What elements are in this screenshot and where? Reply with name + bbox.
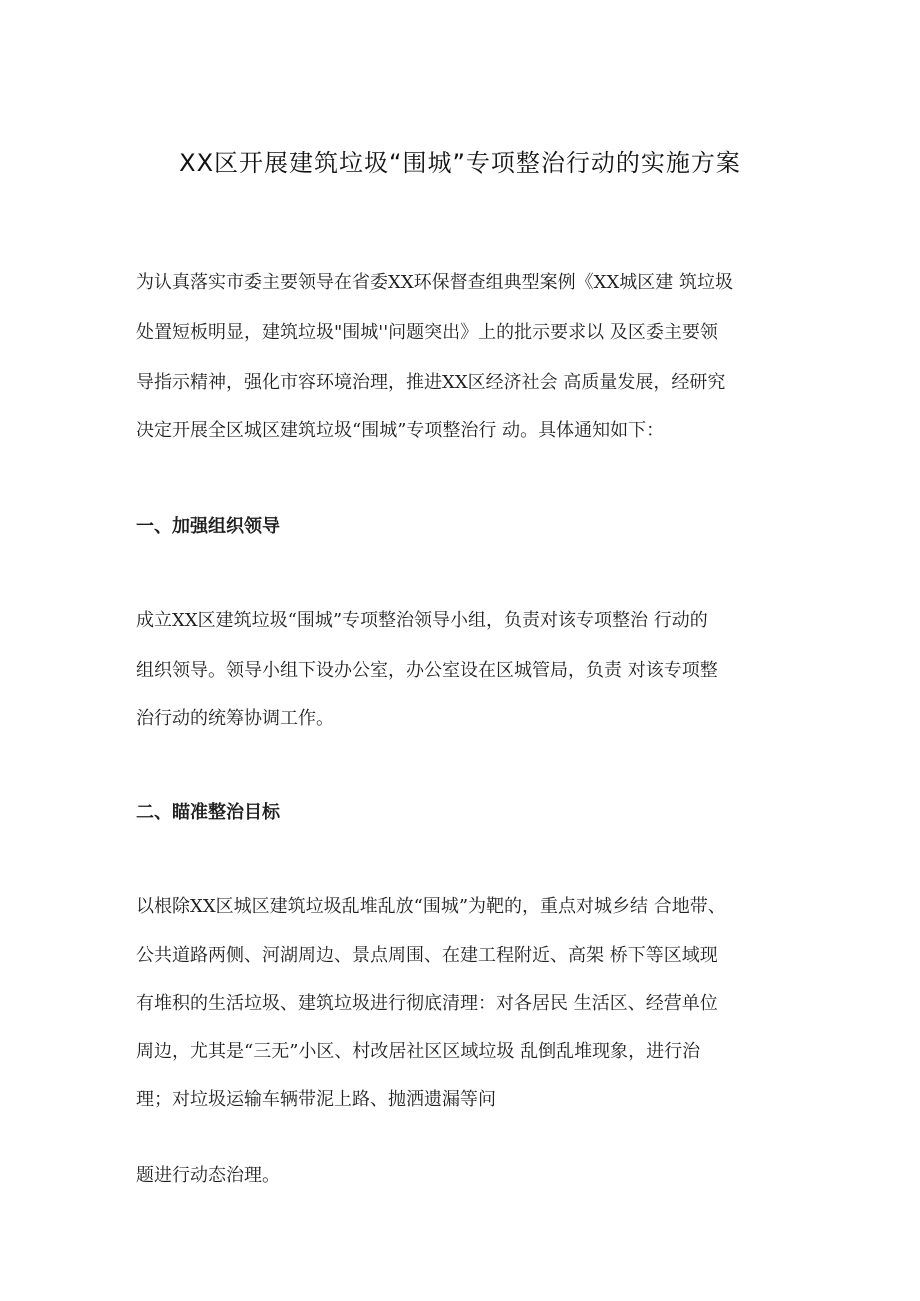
intro-line-2: 处置短板明显，建筑垃圾"围城''问题突出》上的批示要求以 及区委主要领 xyxy=(136,322,718,343)
section-2-line-4: 周边，尤其是“三无”小区、村改居社区区域垃圾 乱倒乱堆现象，进行治 xyxy=(136,1041,701,1062)
section-2-line-5: 理；对垃圾运输车辆带泥上路、抛洒遗漏等问 xyxy=(136,1089,496,1110)
section-2-line-6: 题进行动态治理。 xyxy=(136,1165,280,1186)
section-1-heading: 一、加强组织领导 xyxy=(136,516,280,537)
section-1-line-1: 成立XX区建筑垃圾“围城”专项整治领导小组，负责对该专项整治 行动的 xyxy=(136,610,708,631)
intro-line-4: 决定开展全区城区建筑垃圾“围城”专项整治行 动。具体通知如下： xyxy=(136,420,665,441)
section-2-line-2: 公共道路两侧、河湖周边、景点周围、在建工程附近、高架 桥下等区域现 xyxy=(136,945,718,966)
section-2-line-3: 有堆积的生活垃圾、建筑垃圾进行彻底清理：对各居民 生活区、经营单位 xyxy=(136,993,718,1014)
section-2-heading: 二、瞄准整治目标 xyxy=(136,802,280,823)
section-1-line-3: 治行动的统筹协调工作。 xyxy=(136,708,334,729)
document-title: XX区开展建筑垃圾“围城”专项整治行动的实施方案 xyxy=(179,149,741,177)
intro-line-1: 为认真落实市委主要领导在省委XX环保督查组典型案例《XX城区建 筑垃圾 xyxy=(136,272,733,293)
intro-line-3: 导指示精神，强化市容环境治理，推进XX区经济社会 高质量发展，经研究 xyxy=(136,372,726,393)
section-1-line-2: 组织领导。领导小组下设办公室，办公室设在区城管局，负责 对该专项整 xyxy=(136,660,718,681)
section-2-line-1: 以根除XX区城区建筑垃圾乱堆乱放“围城”为靶的，重点对城乡结 合地带、 xyxy=(136,896,726,917)
